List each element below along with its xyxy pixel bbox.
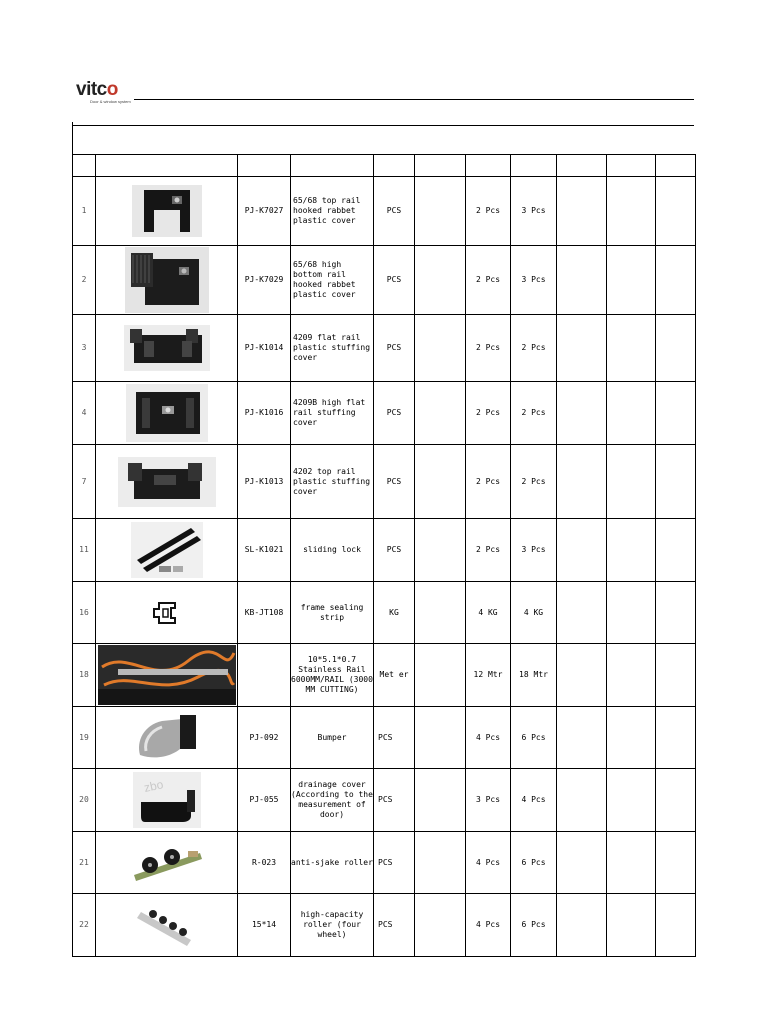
unit: PCS <box>374 707 415 769</box>
product-description: high-capacity roller (four wheel) <box>291 894 374 957</box>
empty-cell <box>656 315 696 382</box>
product-code: PJ-K7029 <box>238 246 291 315</box>
unit: PCS <box>374 315 415 382</box>
empty-cell <box>415 519 466 582</box>
quantity-1: 2 Pcs <box>466 246 511 315</box>
unit: PCS <box>374 382 415 445</box>
empty-cell <box>607 769 656 832</box>
product-description: 4209B high flat rail stuffing cover <box>291 382 374 445</box>
product-code: PJ-K7027 <box>238 177 291 246</box>
drainage-cover-icon <box>133 772 201 828</box>
unit: PCS <box>374 177 415 246</box>
product-image-cell <box>96 832 238 894</box>
quantity-2: 6 Pcs <box>511 832 557 894</box>
empty-cell <box>607 315 656 382</box>
product-code: PJ-K1014 <box>238 315 291 382</box>
product-code: PJ-055 <box>238 769 291 832</box>
sliding-lock-icon <box>131 522 203 578</box>
quantity-2: 6 Pcs <box>511 894 557 957</box>
empty-cell <box>557 894 607 957</box>
quantity-2: 4 KG <box>511 582 557 644</box>
table-row <box>73 894 696 957</box>
row-number: 2 <box>73 246 96 315</box>
empty-cell <box>557 382 607 445</box>
logo-wordmark: vitc <box>76 79 107 100</box>
row-number: 18 <box>73 644 96 707</box>
product-description: frame sealing strip <box>291 582 374 644</box>
unit: PCS <box>374 519 415 582</box>
logo-tagline: Door & window system <box>90 99 131 104</box>
table-row <box>73 519 696 582</box>
empty-cell <box>656 246 696 315</box>
empty-cell <box>415 246 466 315</box>
unit: PCS <box>374 246 415 315</box>
empty-cell <box>557 769 607 832</box>
product-description: 4209 flat rail plastic stuffing cover <box>291 315 374 382</box>
quantity-2: 2 Pcs <box>511 382 557 445</box>
header-cell <box>73 155 96 177</box>
four-wheel-roller-icon <box>135 900 199 950</box>
product-image-cell <box>96 445 238 519</box>
row-number: 19 <box>73 707 96 769</box>
empty-cell <box>557 519 607 582</box>
header-cell <box>415 155 466 177</box>
product-description: 65/68 high bottom rail hooked rabbet plastic cover <box>291 246 374 315</box>
empty-cell <box>656 582 696 644</box>
product-code <box>238 644 291 707</box>
empty-cell <box>557 177 607 246</box>
row-number: 20 <box>73 769 96 832</box>
empty-cell <box>607 707 656 769</box>
empty-cell <box>415 177 466 246</box>
product-code: PJ-K1016 <box>238 382 291 445</box>
product-code: R-023 <box>238 832 291 894</box>
header-divider <box>134 99 694 100</box>
empty-cell <box>656 445 696 519</box>
empty-cell <box>557 832 607 894</box>
empty-cell <box>415 832 466 894</box>
quantity-1: 2 Pcs <box>466 177 511 246</box>
empty-cell <box>607 832 656 894</box>
empty-cell <box>607 519 656 582</box>
product-code: PJ-092 <box>238 707 291 769</box>
product-code: SL-K1021 <box>238 519 291 582</box>
unit: PCS <box>374 832 415 894</box>
header-cell <box>291 155 374 177</box>
empty-cell <box>656 707 696 769</box>
product-image-cell <box>96 246 238 315</box>
product-description: sliding lock <box>291 519 374 582</box>
empty-cell <box>415 894 466 957</box>
row-number: 3 <box>73 315 96 382</box>
quantity-2: 18 Mtr <box>511 644 557 707</box>
quantity-1: 2 Pcs <box>466 445 511 519</box>
vitco-logo <box>76 80 136 106</box>
product-description: drainage cover (According to the measurement of door) <box>291 769 374 832</box>
quantity-2: 2 Pcs <box>511 445 557 519</box>
quantity-2: 6 Pcs <box>511 707 557 769</box>
header-cell <box>466 155 511 177</box>
empty-cell <box>656 644 696 707</box>
unit: PCS <box>374 445 415 519</box>
sealing-strip-icon <box>151 598 183 628</box>
header-frame-top-rule <box>72 125 694 126</box>
empty-cell <box>415 445 466 519</box>
svg-text:zbo: zbo <box>142 777 165 795</box>
product-image-cell <box>96 769 238 832</box>
unit: KG <box>374 582 415 644</box>
row-number: 22 <box>73 894 96 957</box>
empty-cell <box>557 246 607 315</box>
row-number: 21 <box>73 832 96 894</box>
empty-cell <box>656 382 696 445</box>
product-description: Bumper <box>291 707 374 769</box>
product-image-cell <box>96 644 238 707</box>
quantity-1: 4 Pcs <box>466 894 511 957</box>
empty-cell <box>415 769 466 832</box>
table-row <box>73 246 696 315</box>
quantity-2: 3 Pcs <box>511 246 557 315</box>
empty-cell <box>607 246 656 315</box>
row-number: 11 <box>73 519 96 582</box>
stainless-rail-icon <box>98 645 236 705</box>
table-row <box>73 582 696 644</box>
row-number: 7 <box>73 445 96 519</box>
quantity-2: 3 Pcs <box>511 519 557 582</box>
row-number: 1 <box>73 177 96 246</box>
header-cell <box>511 155 557 177</box>
flat-rail-cover-icon <box>124 325 210 371</box>
table-row <box>73 832 696 894</box>
empty-cell <box>656 769 696 832</box>
unit: Met er <box>374 644 415 707</box>
empty-cell <box>415 644 466 707</box>
empty-cell <box>607 445 656 519</box>
empty-cell <box>415 315 466 382</box>
product-image-cell <box>96 582 238 644</box>
empty-cell <box>415 582 466 644</box>
table-row <box>73 382 696 445</box>
product-image-cell <box>96 177 238 246</box>
quantity-1: 12 Mtr <box>466 644 511 707</box>
table-row <box>73 707 696 769</box>
empty-cell <box>656 519 696 582</box>
empty-cell <box>607 644 656 707</box>
quantity-1: 2 Pcs <box>466 382 511 445</box>
unit: PCS <box>374 769 415 832</box>
empty-cell <box>656 894 696 957</box>
top-rail-cover-icon <box>130 182 204 240</box>
product-image-cell <box>96 519 238 582</box>
quantity-2: 4 Pcs <box>511 769 557 832</box>
quantity-1: 4 KG <box>466 582 511 644</box>
quantity-1: 3 Pcs <box>466 769 511 832</box>
table-row <box>73 315 696 382</box>
product-code: KB-JT108 <box>238 582 291 644</box>
empty-cell <box>415 382 466 445</box>
quantity-1: 4 Pcs <box>466 707 511 769</box>
product-image-cell <box>96 707 238 769</box>
product-description: 4202 top rail plastic stuffing cover <box>291 445 374 519</box>
product-image-cell <box>96 382 238 445</box>
unit: PCS <box>374 894 415 957</box>
table-row <box>73 445 696 519</box>
top-rail-stuffing-cover-icon <box>118 457 216 507</box>
header-cell <box>656 155 696 177</box>
table-row <box>73 769 696 832</box>
quantity-2: 2 Pcs <box>511 315 557 382</box>
product-image-cell <box>96 894 238 957</box>
empty-cell <box>607 582 656 644</box>
header-cell <box>238 155 291 177</box>
quantity-2: 3 Pcs <box>511 177 557 246</box>
anti-shake-roller-icon <box>128 837 206 889</box>
header-cell <box>374 155 415 177</box>
empty-cell <box>607 177 656 246</box>
empty-cell <box>557 445 607 519</box>
header-frame-left-rule <box>72 122 73 156</box>
header-cell <box>607 155 656 177</box>
empty-cell <box>557 582 607 644</box>
row-number: 4 <box>73 382 96 445</box>
empty-cell <box>415 707 466 769</box>
product-code: PJ-K1013 <box>238 445 291 519</box>
product-code: 15*14 <box>238 894 291 957</box>
quantity-1: 2 Pcs <box>466 315 511 382</box>
product-description: anti-sjake roller <box>291 832 374 894</box>
high-flat-rail-cover-icon <box>126 384 208 442</box>
empty-cell <box>656 177 696 246</box>
header-cell <box>557 155 607 177</box>
product-description: 10*5.1*0.7 Stainless Rail 6000MM/RAIL (3000 MM CUTTING) <box>291 644 374 707</box>
empty-cell <box>656 832 696 894</box>
empty-cell <box>557 315 607 382</box>
table-row <box>73 177 696 246</box>
logo-wordmark-o: o <box>106 79 118 100</box>
table-row <box>73 644 696 707</box>
row-number: 16 <box>73 582 96 644</box>
quantity-1: 2 Pcs <box>466 519 511 582</box>
parts-table <box>72 154 696 957</box>
empty-cell <box>557 644 607 707</box>
empty-cell <box>607 894 656 957</box>
empty-cell <box>557 707 607 769</box>
product-description: 65/68 top rail hooked rabbet plastic cover <box>291 177 374 246</box>
header-row <box>73 155 696 177</box>
bumper-icon <box>132 711 202 765</box>
product-image-cell <box>96 315 238 382</box>
quantity-1: 4 Pcs <box>466 832 511 894</box>
empty-cell <box>607 382 656 445</box>
header-cell <box>96 155 238 177</box>
bottom-rail-cover-icon <box>125 247 209 313</box>
